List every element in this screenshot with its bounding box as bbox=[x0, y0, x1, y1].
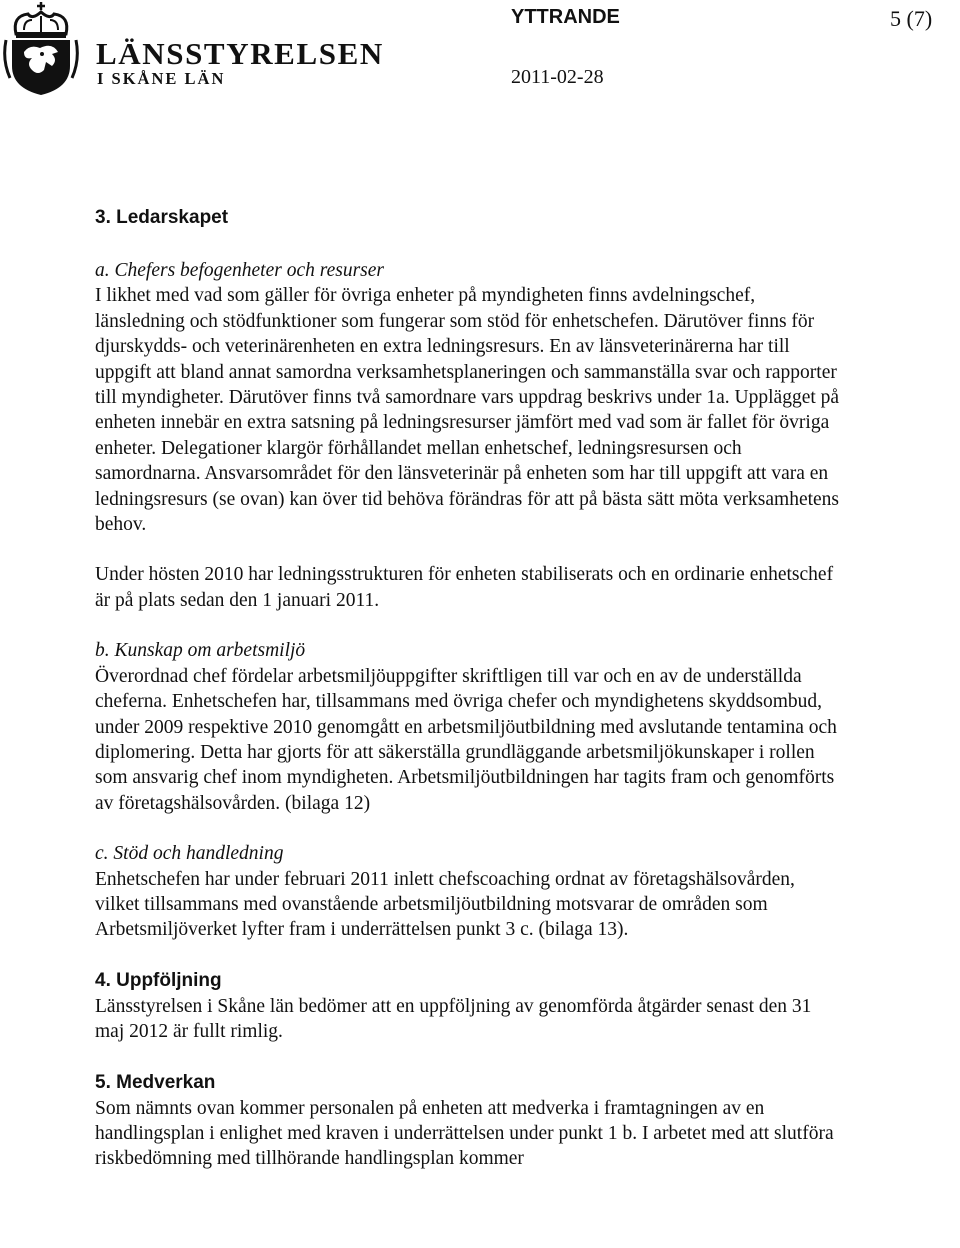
subsection-title-c: c. Stöd och handledning bbox=[95, 843, 284, 865]
section-heading-medverkan: 5. Medverkan bbox=[95, 1071, 216, 1093]
paragraph-medverkan: Som nämnts ovan kommer personalen på enheten att medverka i framtagningen av en handlingsplan i enlighet med kraven i underrättelsen under punkt 1 b. I arbetet med att slutföra riskbedömning med tillhörande handlingsplan kommer bbox=[95, 1097, 834, 1170]
section-heading-uppfoljning: 4. Uppföljning bbox=[95, 969, 222, 991]
coat-of-arms-logo bbox=[2, 0, 80, 96]
document-body bbox=[95, 205, 840, 1172]
organization-subtitle: I SKÅNE LÄN bbox=[97, 69, 226, 88]
paragraph-b: Överordnad chef fördelar arbetsmiljöuppgifter skriftligen till var och en av de underställda cheferna. Enhetschefen har, tillsammans med övriga chefer och myndighetens skyddsombud, under 2009 respektive 2010 genomgått en arbetsmiljöutbildning med avslutande tentamina och diplomering. Detta har gjorts för att säkerställa grundläggande arbetsmiljökunskaper i rollen som ansvarig chef inom myndigheten. Arbetsmiljöutbildningen har tagits fram och genomförts av företagshälsovården. (bilaga 12) bbox=[95, 665, 837, 814]
page-header bbox=[0, 0, 960, 110]
section-heading-ledarskapet: 3. Ledarskapet bbox=[95, 207, 229, 228]
organization-name: LÄNSSTYRELSEN bbox=[96, 36, 384, 71]
document-date: 2011-02-28 bbox=[511, 66, 604, 88]
subsection-title-a: a. Chefers befogenheter och resurser bbox=[95, 260, 385, 281]
document-status: YTTRANDE bbox=[511, 6, 620, 28]
paragraph-c: Enhetschefen har under februari 2011 inlett chefscoaching ordnat av företagshälsovården, vilket tillsammans med ovanstående arbetsmiljöutbildning motsvarar de områden som Arbetsmiljöverket lyfter fram i underrättelsen punkt 3 c. (bilaga 13). bbox=[95, 868, 795, 941]
paragraph-a-2: Under hösten 2010 har ledningsstrukturen för enheten stabiliserats och en ordinarie enhetschef är på plats sedan den 1 januari 2011. bbox=[95, 564, 834, 611]
paragraph-a-1: I likhet med vad som gäller för övriga enheter på myndigheten finns avdelningschef, länsledning och stödfunktioner som fungerar som stöd för enhetschefen. Därutöver finns för djurskydds- och veterinärenheten en extra ledningsresurs. En av länsveterinärerna har till uppgift att bland annat samordna verksamhetsplaneringen och sammanställa svar och rapporter till myndigheter. Därutöver finns två samordnare vars uppdrag beskrivs under 1a. Upplägget på enheten innebär en extra satsning på ledningsresurser jämfört med vad som är fallet för övriga enheter. Delegationer klargör förhållandet mellan enhetschef, ledningsresursen och samordnarna. Ansvarsområdet för den länsveterinär på enheten som har till uppgift att vara en ledningsresurs (se ovan) kan över tid behöva förändras för att på bästa sätt möta verksamhetens behov. bbox=[95, 285, 840, 536]
paragraph-uppfoljning: Länsstyrelsen i Skåne län bedömer att en uppföljning av genomförda åtgärder senast den 31 maj 2012 är fullt rimlig. bbox=[95, 995, 812, 1043]
page-number: 5 (7) bbox=[890, 6, 933, 31]
subsection-title-b: b. Kunskap om arbetsmiljö bbox=[95, 640, 306, 662]
